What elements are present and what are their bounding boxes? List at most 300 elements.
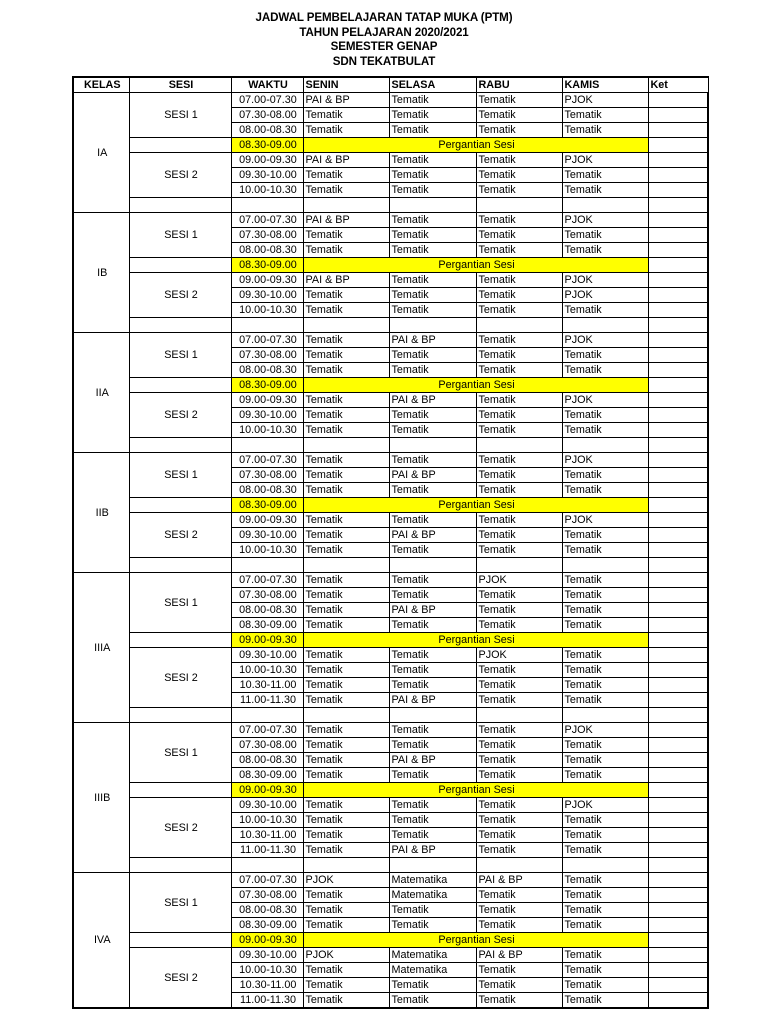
ket-cell: [648, 483, 708, 498]
subject-senin: Tematik: [303, 768, 389, 783]
schedule-row: [73, 723, 708, 738]
subject-kamis: PJOK: [562, 153, 648, 168]
subject-senin: Tematik: [303, 828, 389, 843]
ket-cell: [648, 348, 708, 363]
ket-cell: [648, 333, 708, 348]
subject-senin: PJOK: [303, 948, 389, 963]
ket-cell: [648, 798, 708, 813]
time-slot: 10.00-10.30: [231, 543, 303, 558]
semester: SEMESTER GENAP: [330, 40, 438, 54]
subject-senin: Tematik: [303, 333, 389, 348]
spacer-cell: [389, 198, 476, 213]
subject-selasa: PAI & BP: [389, 843, 476, 858]
schedule-row: [73, 213, 708, 228]
subject-rabu: PJOK: [476, 573, 562, 588]
transition-label: Pergantian Sesi: [303, 138, 648, 153]
schedule-row: [73, 798, 708, 813]
spacer-cell: [648, 318, 708, 333]
subject-kamis: Tematik: [562, 528, 648, 543]
ket-cell: [648, 843, 708, 858]
spacer-cell: [231, 318, 303, 333]
spacer-cell: [476, 198, 562, 213]
subject-kamis: Tematik: [562, 963, 648, 978]
subject-rabu: Tematik: [476, 453, 562, 468]
subject-kamis: Tematik: [562, 978, 648, 993]
subject-senin: Tematik: [303, 183, 389, 198]
time-slot: 09.00-09.30: [231, 513, 303, 528]
ket-cell: [648, 393, 708, 408]
subject-selasa: Tematik: [389, 798, 476, 813]
ket-cell: [648, 183, 708, 198]
session-label-empty: [129, 138, 231, 153]
spacer-cell: [231, 198, 303, 213]
column-header-waktu: WAKTU: [231, 77, 303, 93]
subject-kamis: PJOK: [562, 333, 648, 348]
time-slot: 08.00-08.30: [231, 603, 303, 618]
subject-senin: Tematik: [303, 393, 389, 408]
subject-rabu: Tematik: [476, 408, 562, 423]
subject-selasa: Tematik: [389, 678, 476, 693]
spacer-cell: [129, 708, 231, 723]
ket-cell: [648, 228, 708, 243]
subject-kamis: Tematik: [562, 588, 648, 603]
schedule-row: [73, 948, 708, 963]
subject-selasa: Tematik: [389, 813, 476, 828]
subject-selasa: Tematik: [389, 288, 476, 303]
ket-cell: [648, 768, 708, 783]
ket-cell: [648, 303, 708, 318]
ket-cell: [648, 648, 708, 663]
ket-cell: [648, 813, 708, 828]
subject-kamis: Tematik: [562, 843, 648, 858]
session-label: SESI 2: [129, 393, 231, 438]
class-separator-row: [73, 708, 708, 723]
subject-rabu: Tematik: [476, 963, 562, 978]
ket-cell: [648, 993, 708, 1009]
subject-kamis: Tematik: [562, 678, 648, 693]
subject-rabu: Tematik: [476, 618, 562, 633]
subject-rabu: Tematik: [476, 888, 562, 903]
subject-senin: Tematik: [303, 453, 389, 468]
class-separator-row: [73, 438, 708, 453]
spacer-cell: [303, 198, 389, 213]
ket-cell: [648, 153, 708, 168]
column-header-rabu: RABU: [476, 77, 562, 93]
transition-label: Pergantian Sesi: [303, 378, 648, 393]
ket-cell: [648, 603, 708, 618]
subject-kamis: PJOK: [562, 213, 648, 228]
subject-senin: PAI & BP: [303, 153, 389, 168]
spacer-cell: [476, 318, 562, 333]
session-label: SESI 1: [129, 573, 231, 633]
subject-senin: PAI & BP: [303, 213, 389, 228]
subject-selasa: Tematik: [389, 108, 476, 123]
subject-rabu: Tematik: [476, 333, 562, 348]
time-slot: 08.00-08.30: [231, 903, 303, 918]
time-slot: 07.30-08.00: [231, 588, 303, 603]
subject-senin: PJOK: [303, 873, 389, 888]
time-slot: 11.00-11.30: [231, 993, 303, 1009]
ket-cell: [648, 738, 708, 753]
subject-rabu: Tematik: [476, 123, 562, 138]
ket-cell: [648, 273, 708, 288]
subject-kamis: Tematik: [562, 468, 648, 483]
subject-kamis: Tematik: [562, 618, 648, 633]
document-header: [0, 11, 768, 69]
subject-senin: Tematik: [303, 753, 389, 768]
transition-time: 08.30-09.00: [231, 498, 303, 513]
transition-row: [73, 633, 708, 648]
subject-senin: Tematik: [303, 843, 389, 858]
subject-kamis: PJOK: [562, 288, 648, 303]
schedule-row: [73, 153, 708, 168]
column-header-kamis: KAMIS: [562, 77, 648, 93]
ket-cell: [648, 93, 708, 108]
subject-rabu: Tematik: [476, 108, 562, 123]
spacer-cell: [562, 438, 648, 453]
subject-rabu: Tematik: [476, 243, 562, 258]
subject-rabu: Tematik: [476, 348, 562, 363]
ket-cell: [648, 693, 708, 708]
subject-selasa: Tematik: [389, 483, 476, 498]
subject-senin: PAI & BP: [303, 273, 389, 288]
subject-rabu: Tematik: [476, 468, 562, 483]
ket-cell: [648, 828, 708, 843]
subject-rabu: Tematik: [476, 678, 562, 693]
time-slot: 07.00-07.30: [231, 573, 303, 588]
subject-selasa: Tematik: [389, 648, 476, 663]
subject-senin: Tematik: [303, 483, 389, 498]
subject-rabu: Tematik: [476, 363, 562, 378]
subject-kamis: Tematik: [562, 768, 648, 783]
subject-rabu: Tematik: [476, 978, 562, 993]
schedule-row: [73, 393, 708, 408]
spacer-cell: [303, 318, 389, 333]
subject-selasa: Tematik: [389, 228, 476, 243]
subject-kamis: Tematik: [562, 873, 648, 888]
subject-senin: Tematik: [303, 468, 389, 483]
subject-kamis: PJOK: [562, 93, 648, 108]
transition-row: [73, 138, 708, 153]
subject-kamis: Tematik: [562, 753, 648, 768]
spacer-cell: [231, 438, 303, 453]
subject-kamis: PJOK: [562, 393, 648, 408]
subject-kamis: PJOK: [562, 453, 648, 468]
subject-selasa: Tematik: [389, 618, 476, 633]
spacer-cell: [562, 558, 648, 573]
subject-kamis: Tematik: [562, 168, 648, 183]
subject-rabu: PJOK: [476, 648, 562, 663]
column-header-sesi: SESI: [129, 77, 231, 93]
subject-selasa: Tematik: [389, 453, 476, 468]
time-slot: 07.30-08.00: [231, 738, 303, 753]
ket-cell: [648, 168, 708, 183]
time-slot: 08.00-08.30: [231, 753, 303, 768]
subject-rabu: Tematik: [476, 528, 562, 543]
subject-kamis: Tematik: [562, 123, 648, 138]
time-slot: 08.00-08.30: [231, 123, 303, 138]
subject-rabu: Tematik: [476, 693, 562, 708]
session-label: SESI 2: [129, 513, 231, 558]
subject-selasa: Tematik: [389, 93, 476, 108]
spacer-cell: [476, 858, 562, 873]
transition-time: 08.30-09.00: [231, 378, 303, 393]
subject-senin: Tematik: [303, 423, 389, 438]
subject-senin: Tematik: [303, 798, 389, 813]
transition-label: Pergantian Sesi: [303, 933, 648, 948]
subject-senin: Tematik: [303, 738, 389, 753]
spacer-cell: [648, 708, 708, 723]
academic-year: TAHUN PELAJARAN 2020/2021: [299, 25, 469, 39]
subject-senin: Tematik: [303, 303, 389, 318]
class-separator-row: [73, 318, 708, 333]
spacer-cell: [129, 318, 231, 333]
spacer-cell: [562, 318, 648, 333]
session-label: SESI 2: [129, 273, 231, 318]
subject-kamis: Tematik: [562, 348, 648, 363]
subject-selasa: PAI & BP: [389, 753, 476, 768]
ket-cell: [648, 963, 708, 978]
ket-cell: [648, 933, 708, 948]
subject-rabu: Tematik: [476, 513, 562, 528]
session-label: SESI 1: [129, 333, 231, 378]
ket-cell: [648, 873, 708, 888]
subject-selasa: PAI & BP: [389, 693, 476, 708]
ket-cell: [648, 618, 708, 633]
time-slot: 07.00-07.30: [231, 873, 303, 888]
time-slot: 10.00-10.30: [231, 423, 303, 438]
time-slot: 07.00-07.30: [231, 213, 303, 228]
time-slot: 07.30-08.00: [231, 348, 303, 363]
spacer-cell: [303, 858, 389, 873]
schedule-row: [73, 513, 708, 528]
subject-selasa: PAI & BP: [389, 333, 476, 348]
subject-rabu: Tematik: [476, 393, 562, 408]
subject-senin: Tematik: [303, 678, 389, 693]
ket-cell: [648, 918, 708, 933]
ket-cell: [648, 213, 708, 228]
subject-selasa: Tematik: [389, 663, 476, 678]
session-label-empty: [129, 783, 231, 798]
subject-selasa: Tematik: [389, 183, 476, 198]
subject-senin: Tematik: [303, 288, 389, 303]
subject-senin: Tematik: [303, 813, 389, 828]
spacer-cell: [129, 558, 231, 573]
subject-rabu: Tematik: [476, 153, 562, 168]
subject-selasa: Tematik: [389, 153, 476, 168]
time-slot: 08.30-09.00: [231, 918, 303, 933]
subject-rabu: Tematik: [476, 768, 562, 783]
subject-rabu: Tematik: [476, 483, 562, 498]
schedule-row: [73, 93, 708, 108]
session-label-empty: [129, 378, 231, 393]
subject-rabu: Tematik: [476, 93, 562, 108]
subject-kamis: Tematik: [562, 108, 648, 123]
subject-selasa: Tematik: [389, 408, 476, 423]
subject-senin: Tematik: [303, 588, 389, 603]
session-label: SESI 1: [129, 723, 231, 783]
subject-selasa: Matematika: [389, 873, 476, 888]
time-slot: 07.00-07.30: [231, 93, 303, 108]
subject-rabu: Tematik: [476, 903, 562, 918]
transition-time: 08.30-09.00: [231, 138, 303, 153]
subject-selasa: Tematik: [389, 243, 476, 258]
spacer-cell: [648, 558, 708, 573]
time-slot: 10.00-10.30: [231, 663, 303, 678]
transition-label: Pergantian Sesi: [303, 633, 648, 648]
column-header-kelas: KELAS: [73, 77, 129, 93]
subject-kamis: PJOK: [562, 798, 648, 813]
subject-rabu: Tematik: [476, 813, 562, 828]
ket-cell: [648, 783, 708, 798]
ket-cell: [648, 453, 708, 468]
spacer-cell: [389, 558, 476, 573]
ket-cell: [648, 948, 708, 963]
spacer-cell: [648, 858, 708, 873]
ket-cell: [648, 138, 708, 153]
class-name: IIA: [73, 333, 129, 453]
time-slot: 10.00-10.30: [231, 813, 303, 828]
subject-kamis: Tematik: [562, 918, 648, 933]
ket-cell: [648, 663, 708, 678]
subject-kamis: Tematik: [562, 483, 648, 498]
time-slot: 11.00-11.30: [231, 693, 303, 708]
subject-kamis: Tematik: [562, 228, 648, 243]
ket-cell: [648, 378, 708, 393]
subject-rabu: Tematik: [476, 918, 562, 933]
time-slot: 09.30-10.00: [231, 798, 303, 813]
spacer-cell: [476, 438, 562, 453]
subject-kamis: Tematik: [562, 183, 648, 198]
class-name: IIB: [73, 453, 129, 573]
subject-rabu: PAI & BP: [476, 873, 562, 888]
spacer-cell: [231, 858, 303, 873]
spacer-cell: [303, 558, 389, 573]
time-slot: 08.30-09.00: [231, 768, 303, 783]
time-slot: 07.30-08.00: [231, 228, 303, 243]
class-name: IIIB: [73, 723, 129, 873]
ket-cell: [648, 258, 708, 273]
subject-rabu: Tematik: [476, 603, 562, 618]
session-label: SESI 2: [129, 948, 231, 1009]
subject-rabu: Tematik: [476, 588, 562, 603]
transition-time: 08.30-09.00: [231, 258, 303, 273]
class-name: IB: [73, 213, 129, 333]
spacer-cell: [389, 858, 476, 873]
subject-rabu: Tematik: [476, 738, 562, 753]
ket-cell: [648, 423, 708, 438]
subject-selasa: Tematik: [389, 513, 476, 528]
subject-senin: Tematik: [303, 648, 389, 663]
subject-senin: Tematik: [303, 243, 389, 258]
ket-cell: [648, 753, 708, 768]
subject-kamis: Tematik: [562, 363, 648, 378]
ket-cell: [648, 498, 708, 513]
ket-cell: [648, 978, 708, 993]
subject-senin: Tematik: [303, 978, 389, 993]
subject-kamis: Tematik: [562, 408, 648, 423]
spacer-cell: [389, 438, 476, 453]
ket-cell: [648, 513, 708, 528]
time-slot: 09.00-09.30: [231, 273, 303, 288]
subject-senin: PAI & BP: [303, 93, 389, 108]
subject-rabu: Tematik: [476, 753, 562, 768]
subject-rabu: Tematik: [476, 273, 562, 288]
spacer-cell: [562, 198, 648, 213]
subject-rabu: Tematik: [476, 993, 562, 1009]
column-header-ket: Ket: [648, 77, 708, 93]
subject-kamis: Tematik: [562, 828, 648, 843]
subject-rabu: Tematik: [476, 423, 562, 438]
subject-selasa: PAI & BP: [389, 528, 476, 543]
spacer-cell: [129, 438, 231, 453]
subject-kamis: Tematik: [562, 663, 648, 678]
subject-selasa: Tematik: [389, 543, 476, 558]
ket-cell: [648, 678, 708, 693]
subject-selasa: PAI & BP: [389, 468, 476, 483]
subject-rabu: Tematik: [476, 228, 562, 243]
transition-label: Pergantian Sesi: [303, 258, 648, 273]
subject-senin: Tematik: [303, 108, 389, 123]
subject-selasa: PAI & BP: [389, 603, 476, 618]
subject-selasa: PAI & BP: [389, 393, 476, 408]
spacer-cell: [303, 708, 389, 723]
subject-senin: Tematik: [303, 963, 389, 978]
ket-cell: [648, 528, 708, 543]
document-title: JADWAL PEMBELAJARAN TATAP MUKA (PTM): [255, 11, 513, 24]
spacer-cell: [476, 708, 562, 723]
session-label: SESI 1: [129, 453, 231, 498]
spacer-cell: [303, 438, 389, 453]
session-label: SESI 2: [129, 798, 231, 858]
time-slot: 09.30-10.00: [231, 528, 303, 543]
time-slot: 09.30-10.00: [231, 408, 303, 423]
transition-time: 09.00-09.30: [231, 783, 303, 798]
time-slot: 07.30-08.00: [231, 468, 303, 483]
subject-kamis: Tematik: [562, 603, 648, 618]
ket-cell: [648, 888, 708, 903]
schedule-row: [73, 573, 708, 588]
subject-rabu: Tematik: [476, 168, 562, 183]
subject-senin: Tematik: [303, 528, 389, 543]
class-name: IA: [73, 93, 129, 213]
subject-selasa: Tematik: [389, 123, 476, 138]
subject-kamis: Tematik: [562, 648, 648, 663]
time-slot: 07.30-08.00: [231, 108, 303, 123]
time-slot: 09.30-10.00: [231, 168, 303, 183]
schedule-table: [72, 76, 709, 1009]
subject-selasa: Tematik: [389, 303, 476, 318]
subject-senin: Tematik: [303, 123, 389, 138]
time-slot: 10.00-10.30: [231, 963, 303, 978]
subject-selasa: Tematik: [389, 348, 476, 363]
transition-row: [73, 258, 708, 273]
ket-cell: [648, 288, 708, 303]
time-slot: 08.00-08.30: [231, 243, 303, 258]
subject-selasa: Tematik: [389, 738, 476, 753]
subject-selasa: Tematik: [389, 723, 476, 738]
time-slot: 10.00-10.30: [231, 183, 303, 198]
subject-kamis: Tematik: [562, 813, 648, 828]
ket-cell: [648, 633, 708, 648]
time-slot: 07.00-07.30: [231, 333, 303, 348]
subject-senin: Tematik: [303, 723, 389, 738]
subject-selasa: Tematik: [389, 588, 476, 603]
subject-selasa: Tematik: [389, 213, 476, 228]
session-label: SESI 2: [129, 648, 231, 708]
subject-selasa: Tematik: [389, 768, 476, 783]
ket-cell: [648, 723, 708, 738]
